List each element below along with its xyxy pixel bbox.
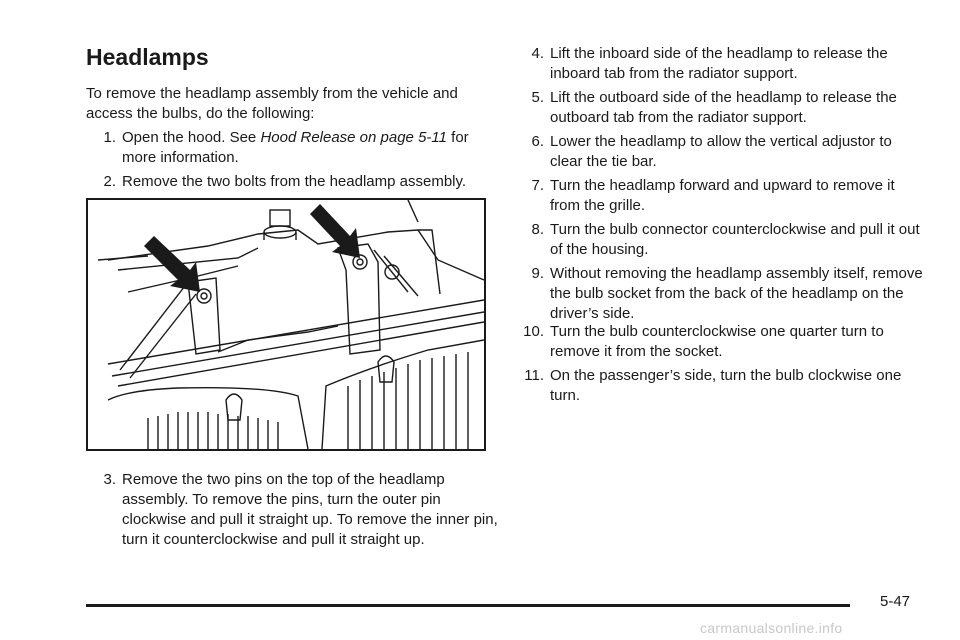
page-title: Headlamps — [86, 44, 209, 70]
step-2 — [86, 172, 498, 192]
step-number: 7. — [531, 177, 544, 194]
step-text: Remove the two pins on the top of the headlamp assembly. To remove the pins, turn the outer pin clockwise and pull it straight up. To remove the inner pin, turn it counterclockwise and pull it straight up. — [122, 471, 498, 548]
step-text: Turn the bulb counterclockwise one quarter turn to remove it from the socket. — [550, 323, 884, 360]
step-text: Turn the headlamp forward and upward to remove it from the grille. — [550, 177, 895, 214]
step-1 — [86, 128, 498, 168]
step-number: 1. — [103, 129, 116, 146]
step-text: Open the hood. See Hood Release on page 5-11 for more information. — [122, 129, 469, 166]
step-3 — [86, 470, 498, 550]
step-number: 4. — [531, 45, 544, 62]
step-text: Lift the inboard side of the headlamp to release the inboard tab from the radiator support. — [550, 45, 888, 82]
step-text: On the passenger’s side, turn the bulb clockwise one turn. — [550, 367, 902, 404]
step-text: Lower the headlamp to allow the vertical adjustor to clear the tie bar. — [550, 133, 892, 170]
step-number: 10. — [523, 323, 544, 340]
step-number: 8. — [531, 221, 544, 238]
step-6 — [514, 132, 928, 172]
step-number: 11. — [524, 367, 544, 384]
step-text: Without removing the headlamp assembly itself, remove the bulb socket from the back of the headlamp on the driver’s side. — [550, 265, 923, 322]
step-9 — [514, 264, 928, 324]
step-7 — [514, 176, 928, 216]
step-text: Remove the two bolts from the headlamp assembly. — [122, 173, 467, 190]
step-4 — [514, 44, 928, 84]
step-11 — [514, 366, 928, 406]
step-text: Turn the bulb connector counterclockwise and pull it out of the housing. — [550, 221, 920, 258]
step-number: 5. — [531, 89, 544, 106]
step-number: 6. — [531, 133, 544, 150]
intro-paragraph: To remove the headlamp assembly from the vehicle and access the bulbs, do the following: — [86, 85, 458, 122]
watermark: carmanualsonline.info — [700, 620, 843, 636]
step-text: Lift the outboard side of the headlamp to release the outboard tab from the radiator support. — [550, 89, 897, 126]
step-number: 3. — [103, 471, 116, 488]
step-8 — [514, 220, 928, 260]
headlamp-illustration — [86, 198, 486, 451]
step-number: 9. — [531, 265, 544, 282]
step-5 — [514, 88, 928, 128]
footer-rule — [86, 604, 850, 607]
step-10 — [514, 322, 928, 362]
headlamp-drawing — [88, 200, 484, 449]
step-number: 2. — [103, 173, 116, 190]
page-number: 5-47 — [880, 593, 911, 610]
hood-release-link[interactable]: Hood Release on page 5-11 — [260, 129, 447, 146]
